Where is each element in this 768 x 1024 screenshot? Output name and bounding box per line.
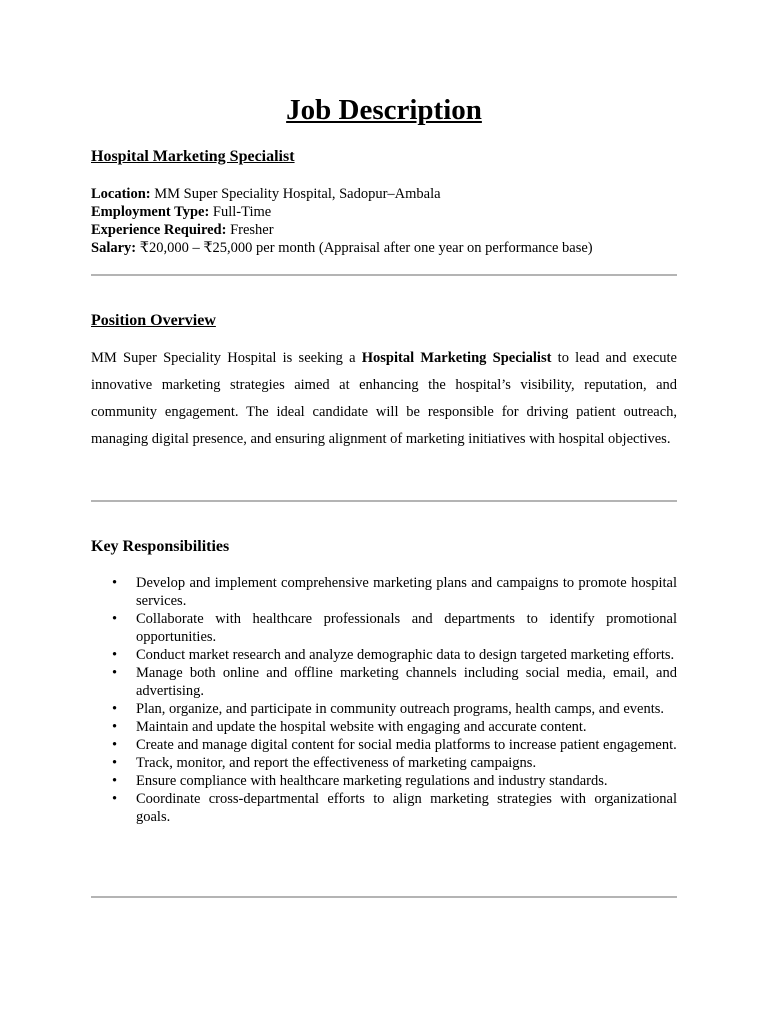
- position-overview-heading: Position Overview: [91, 312, 216, 329]
- list-item: [91, 754, 677, 772]
- list-item: [91, 574, 677, 610]
- key-responsibilities-heading: Key Responsibilities: [91, 538, 230, 555]
- employment-type-row: [91, 203, 677, 221]
- list-item-text: Plan, organize, and participate in community outreach programs, health camps, and events.: [136, 701, 665, 717]
- bullet-icon: •: [112, 791, 118, 807]
- experience-value: Fresher: [230, 222, 274, 238]
- salary-row: [91, 239, 677, 257]
- bullet-icon: •: [112, 701, 118, 717]
- location-label: Location:: [91, 186, 151, 202]
- list-item: [91, 718, 677, 736]
- experience-label: Experience Required:: [91, 222, 227, 238]
- overview-text-role: Hospital Marketing Specialist: [361, 350, 552, 366]
- bullet-icon: •: [112, 773, 118, 789]
- section-divider: [91, 896, 677, 898]
- section-divider: [91, 274, 677, 276]
- list-item: [91, 664, 677, 700]
- list-item-text: Manage both online and offline marketing channels including social media, email, and advertising.: [136, 665, 677, 699]
- list-item-text: Create and manage digital content for social media platforms to increase patient engagement.: [136, 737, 677, 753]
- list-item: [91, 772, 677, 790]
- list-item-text: Develop and implement comprehensive marketing plans and campaigns to promote hospital services.: [136, 575, 677, 609]
- bullet-icon: •: [112, 647, 118, 663]
- bullet-icon: •: [112, 719, 118, 735]
- salary-label: Salary:: [91, 240, 137, 256]
- job-title: Hospital Marketing Specialist: [91, 148, 295, 165]
- list-item: [91, 646, 677, 664]
- location-value: MM Super Speciality Hospital, Sadopur–Ambala: [154, 186, 441, 202]
- bullet-icon: •: [112, 755, 118, 771]
- list-item: [91, 790, 677, 826]
- employment-type-value: Full-Time: [212, 204, 272, 220]
- document-page: [91, 0, 677, 1024]
- list-item-text: Coordinate cross-departmental efforts to align marketing strategies with organizational goals.: [136, 791, 677, 825]
- document-title: Job Description: [286, 94, 482, 126]
- experience-row: [91, 221, 677, 239]
- employment-type-label: Employment Type:: [91, 204, 210, 220]
- bullet-icon: •: [112, 665, 118, 681]
- list-item-text: Track, monitor, and report the effectiveness of marketing campaigns.: [136, 755, 537, 771]
- list-item-text: Collaborate with healthcare professionals and departments to identify promotional opportunities.: [136, 611, 677, 645]
- salary-value: ₹20,000 – ₹25,000 per month (Appraisal after one year on performance base): [139, 240, 593, 256]
- overview-text-intro: MM Super Speciality Hospital is seeking a: [91, 350, 356, 366]
- bullet-icon: •: [112, 737, 118, 753]
- section-divider: [91, 500, 677, 502]
- list-item-text: Conduct market research and analyze demographic data to design targeted marketing efforts.: [136, 647, 675, 663]
- job-details: [91, 185, 677, 257]
- list-item: [91, 610, 677, 646]
- list-item-text: Ensure compliance with healthcare marketing regulations and industry standards.: [136, 773, 608, 789]
- list-item: [91, 736, 677, 754]
- bullet-icon: •: [112, 611, 118, 627]
- list-item-text: Maintain and update the hospital website with engaging and accurate content.: [136, 719, 587, 735]
- position-overview-text: [91, 345, 677, 453]
- responsibilities-list: [91, 574, 677, 826]
- overview-text-body: to lead and execute innovative marketing strategies aimed at enhancing the hospital’s visibility, reputation, and community engagement. The ideal candidate will be responsible for driving patient outreach, managing digital presence, and ensuring alignment of marketing initiatives with hospital objectives.: [91, 350, 677, 447]
- list-item: [91, 700, 677, 718]
- bullet-icon: •: [112, 575, 118, 591]
- location-row: [91, 185, 677, 203]
